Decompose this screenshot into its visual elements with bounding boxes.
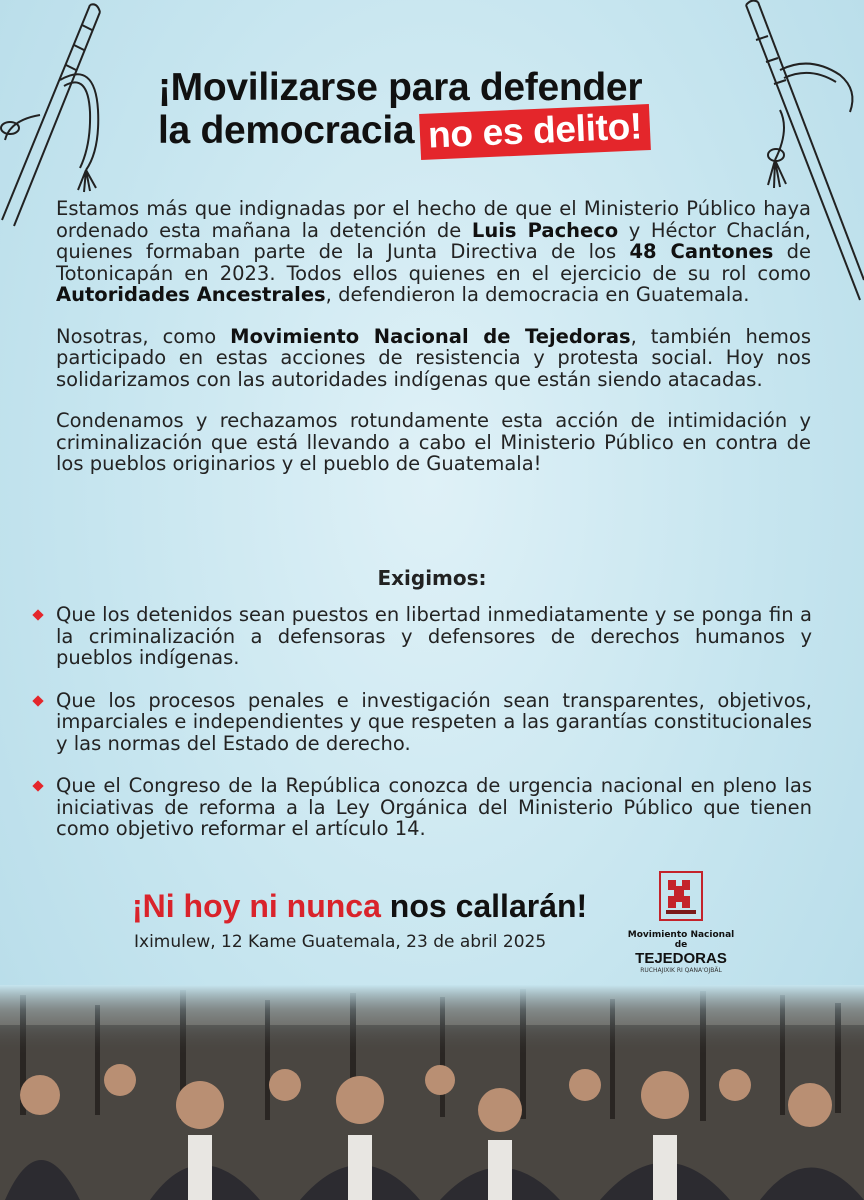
- place-and-date: Iximulew, 12 Kame Guatemala, 23 de abril 2025: [134, 932, 547, 952]
- demand-text: Que el Congreso de la República conozca de urgencia nacional en pleno las iniciativas de reforma a la Ley Orgánica del Ministerio Público que tienen como objetivo reformar el artículo 14.: [56, 774, 812, 840]
- demand-item: [32, 775, 812, 840]
- slogan-black-part: nos callarán!: [389, 888, 588, 924]
- statement-paragraph: [56, 326, 811, 391]
- paragraph-text: Estamos más que indignadas por el hecho de que el Ministerio Público haya ordenado esta mañana la detención de: [56, 197, 811, 242]
- demands-list: [32, 604, 812, 861]
- statement-paragraph: [56, 410, 811, 475]
- statement-paragraph: [56, 198, 811, 306]
- demand-text: Que los procesos penales e investigación sean transparentes, objetivos, imparciales e independientes y que respeten a las garantías constitucionales y las normas del Estado de derecho.: [56, 688, 812, 755]
- demand-item: [32, 604, 812, 669]
- emphasis-text: Movimiento Nacional de Tejedoras: [230, 324, 631, 348]
- title-line-2-text: la democracia: [158, 109, 415, 152]
- red-diamond-bullet-icon: [32, 780, 43, 791]
- emphasis-text: Luis Pacheco: [471, 218, 619, 242]
- emphasis-text: 48 Cantones: [629, 240, 774, 263]
- assembly-photo: [0, 985, 864, 1200]
- paragraph-text: , también hemos participado en estas acciones de resistencia y protesta social. Hoy nos solidarizamos con las autoridades indígenas que están siendo atacadas.: [56, 324, 811, 391]
- title-line-2: [158, 105, 758, 156]
- demand-item: [32, 690, 812, 755]
- weaver-figure-icon: [658, 870, 704, 922]
- paragraph-text: Nosotras, como: [56, 324, 231, 348]
- title-highlight-badge: no es delito!: [419, 104, 651, 160]
- title-line-1: ¡Movilizarse para defender: [158, 66, 643, 109]
- logo-line-2: TEJEDORAS: [635, 950, 727, 967]
- logo-line-1: Movimiento Nacional de: [627, 930, 735, 950]
- paragraph-text: , defendieron la democracia en Guatemala.: [325, 283, 750, 306]
- statement-body: [56, 198, 811, 495]
- left-staff-icon: [0, 0, 120, 230]
- red-diamond-bullet-icon: [32, 695, 43, 706]
- paragraph-text: y Héctor Chaclán, quienes formaban parte de la Junta Directiva de los: [56, 218, 811, 263]
- logo-line-3: RUCHAJIXIK RI QANA'OJBÄL: [640, 967, 722, 974]
- tejedoras-logo: [626, 870, 736, 974]
- red-diamond-bullet-icon: [32, 609, 43, 620]
- slogan: [132, 888, 587, 925]
- demands-heading: Exigimos:: [377, 566, 487, 590]
- paragraph-text: Condenamos y rechazamos rotundamente esta acción de intimidación y criminalización que está llevando a cabo el Ministerio Público en contra de los pueblos originarios y el pueblo de Guatemala!: [56, 409, 811, 475]
- slogan-red-part: ¡Ni hoy ni nunca: [132, 888, 381, 924]
- page-title: [158, 66, 758, 155]
- emphasis-text: Autoridades Ancestrales: [56, 283, 326, 306]
- demand-text: Que los detenidos sean puestos en libertad inmediatamente y se ponga fin a la criminalización a defensoras y defensores de derechos humanos y pueblos indígenas.: [56, 603, 812, 669]
- paragraph-text: de Totonicapán en 2023. Todos ellos quienes en el ejercicio de su rol como: [56, 240, 811, 285]
